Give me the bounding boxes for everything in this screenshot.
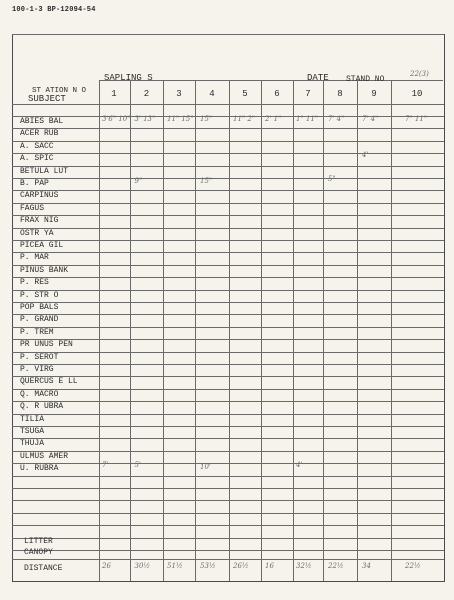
species-label: PINUS BANK bbox=[20, 266, 69, 275]
footer-label: DISTANCE bbox=[24, 564, 63, 573]
row-line bbox=[12, 476, 444, 477]
abies-entry: 11" 2" bbox=[233, 115, 256, 123]
row-line bbox=[12, 550, 444, 551]
sapling-label: SAPLING S bbox=[104, 73, 153, 83]
distance-entry: 16 bbox=[265, 562, 274, 570]
stand-no-label: STAND NO bbox=[346, 75, 385, 84]
u-rubra-entry: 10' bbox=[200, 463, 211, 471]
abies-entry: 11" 15" bbox=[167, 115, 194, 123]
form-id: 100-1-3 BP-12094-54 bbox=[12, 6, 96, 14]
abies-entry: 3' 13" bbox=[134, 115, 156, 123]
distance-line bbox=[12, 559, 444, 560]
row-line bbox=[12, 500, 444, 501]
species-label: U. RUBRA bbox=[20, 464, 59, 473]
abies-entry: 3'6" 10" bbox=[102, 115, 131, 123]
species-label: P. SEROT bbox=[20, 353, 59, 362]
species-label: ULMUS AMER bbox=[20, 452, 69, 461]
subject-label: SUBJECT bbox=[28, 94, 66, 104]
species-label: CARPINUS bbox=[20, 191, 59, 200]
row-line bbox=[12, 166, 444, 167]
row-line bbox=[12, 190, 444, 191]
stand-no-value: 22(3) bbox=[410, 70, 429, 78]
column-number: 4 bbox=[209, 89, 215, 99]
u-rubra-entry: 4' bbox=[296, 461, 303, 469]
species-label: Q. MACRO bbox=[20, 390, 59, 399]
species-label: PICEA GIL bbox=[20, 241, 64, 250]
row-line bbox=[12, 327, 444, 328]
row-line bbox=[12, 352, 444, 353]
row-line bbox=[12, 364, 444, 365]
col-divider bbox=[261, 80, 262, 581]
row-line bbox=[12, 414, 444, 415]
row-line bbox=[12, 178, 444, 179]
column-number: 9 bbox=[371, 89, 377, 99]
column-number: 6 bbox=[274, 89, 280, 99]
column-number: 1 bbox=[111, 89, 117, 99]
row-line bbox=[12, 153, 444, 154]
species-label: ACER RUB bbox=[20, 129, 59, 138]
abies-entry: 7' 4" bbox=[362, 115, 379, 123]
col-divider bbox=[323, 80, 324, 581]
row-line bbox=[12, 513, 444, 514]
distance-entry: 32½ bbox=[296, 562, 312, 570]
species-label: FRAX NIG bbox=[20, 216, 59, 225]
column-number: 8 bbox=[337, 89, 343, 99]
u-rubra-entry: 7' bbox=[102, 461, 109, 469]
species-label: A. SACC bbox=[20, 142, 54, 151]
row-line bbox=[12, 314, 444, 315]
station-no-label: ST ATION N O bbox=[32, 87, 87, 95]
u-rubra-entry: 5' bbox=[134, 461, 141, 469]
distance-entry: 30½ bbox=[134, 562, 151, 570]
a-spic-entry: 4' bbox=[362, 151, 369, 159]
distance-entry: 22½ bbox=[405, 562, 421, 570]
row-line bbox=[12, 203, 444, 204]
species-label: ABIES BAL bbox=[20, 117, 64, 126]
column-number: 5 bbox=[242, 89, 248, 99]
distance-entry: 26½ bbox=[233, 562, 249, 570]
species-label: QUERCUS E LL bbox=[20, 377, 78, 386]
species-label: BETULA LUT bbox=[20, 167, 69, 176]
distance-entry: 51½ bbox=[167, 562, 183, 570]
species-label: A. SPIC bbox=[20, 154, 54, 163]
row-line bbox=[12, 401, 444, 402]
row-line bbox=[12, 215, 444, 216]
species-label: P. VIRG bbox=[20, 365, 54, 374]
row-line bbox=[12, 128, 444, 129]
date-label: DATE bbox=[307, 73, 329, 83]
col-divider bbox=[229, 80, 230, 581]
abies-entry: 1" 11" bbox=[296, 115, 319, 123]
row-line bbox=[12, 525, 444, 526]
b-pap-entry: 5" bbox=[328, 175, 336, 183]
abies-entry: 2' 1" bbox=[265, 115, 282, 123]
row-line bbox=[12, 426, 444, 427]
col-divider bbox=[391, 80, 392, 581]
abies-entry: 7' 4" bbox=[328, 115, 345, 123]
column-number: 10 bbox=[411, 89, 423, 99]
row-line bbox=[12, 290, 444, 291]
col-divider bbox=[130, 80, 131, 581]
species-label: POP BALS bbox=[20, 303, 59, 312]
col-divider bbox=[195, 80, 196, 581]
row-line bbox=[12, 488, 444, 489]
column-number: 7 bbox=[305, 89, 311, 99]
row-line bbox=[12, 438, 444, 439]
top-border bbox=[12, 34, 444, 35]
species-label: P. MAR bbox=[20, 253, 49, 262]
b-pap-entry: 9" bbox=[134, 177, 143, 185]
abies-entry: 7" 11" bbox=[405, 115, 428, 123]
row-line bbox=[12, 141, 444, 142]
col-divider bbox=[293, 80, 294, 581]
b-pap-entry: 15" bbox=[200, 177, 213, 185]
species-label: TILIA bbox=[20, 415, 45, 424]
column-number: 2 bbox=[143, 89, 150, 99]
row-line bbox=[12, 339, 444, 340]
row-line bbox=[12, 389, 444, 390]
distance-entry: 22½ bbox=[328, 562, 344, 570]
row-line bbox=[12, 277, 444, 278]
species-label: PR UNUS PEN bbox=[20, 340, 73, 349]
header-bottom-line bbox=[12, 104, 444, 105]
species-label: OSTR YA bbox=[20, 229, 54, 238]
footer-label: CANOPY bbox=[24, 548, 53, 557]
col-divider bbox=[357, 80, 358, 581]
row-line bbox=[12, 252, 444, 253]
footer-label: LITTER bbox=[24, 537, 53, 546]
row-line bbox=[12, 451, 444, 452]
species-label: Q. R UBRA bbox=[20, 402, 64, 411]
row-line bbox=[12, 116, 444, 117]
species-label: B. PAP bbox=[20, 179, 49, 188]
distance-entry: 34 bbox=[362, 562, 371, 570]
species-label: TSUGA bbox=[20, 427, 45, 436]
row-line bbox=[12, 538, 444, 539]
row-line bbox=[12, 228, 444, 229]
species-label: FAGUS bbox=[20, 204, 45, 213]
row-line bbox=[12, 463, 444, 464]
col-divider bbox=[99, 80, 100, 581]
species-label: P. STR O bbox=[20, 291, 59, 300]
species-label: P. TREM bbox=[20, 328, 54, 337]
row-line bbox=[12, 265, 444, 266]
species-label: P. RES bbox=[20, 278, 49, 287]
row-line bbox=[12, 302, 444, 303]
distance-entry: 53½ bbox=[200, 562, 216, 570]
col-divider bbox=[163, 80, 164, 581]
species-label: P. GRAND bbox=[20, 315, 59, 324]
row-line bbox=[12, 240, 444, 241]
distance-entry: 26 bbox=[102, 562, 111, 570]
abies-entry: 15" bbox=[200, 115, 213, 123]
species-label: THUJA bbox=[20, 439, 45, 448]
column-number: 3 bbox=[176, 89, 182, 99]
